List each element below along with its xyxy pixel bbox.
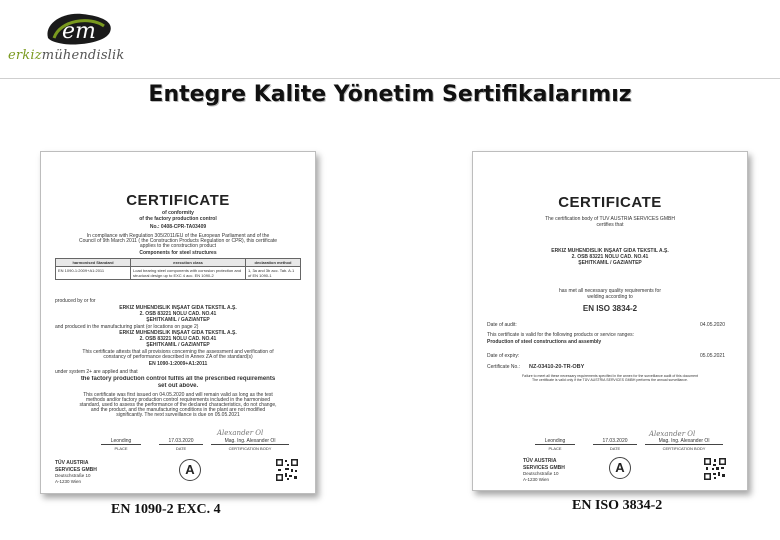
cert1-line: and produced in the manufacturing plant (or locations on page 2)	[55, 324, 199, 330]
cert1-line: Council of 9th March 2011 ( the Construction Products Regulation or CPR), this certificate	[78, 238, 278, 244]
logo-rest: mühendislik	[41, 48, 125, 63]
cert1-line: applies to the construction product	[139, 243, 217, 249]
cert2-heading: CERTIFICATE	[558, 194, 662, 211]
cert1-statement: set out above.	[157, 383, 199, 389]
cert2-signatory	[645, 438, 723, 451]
qr-code-icon	[275, 458, 299, 482]
cert1-heading: CERTIFICATE	[126, 192, 230, 209]
cert1-product: Components for steel structures	[139, 250, 217, 256]
cert1-company: ERKIZ MÜHENDISLIK INŞAAT GIDA TEKSTIL A.Ş.	[119, 305, 237, 311]
cert1-number: No.: 0408-CPR-TA03409	[149, 224, 207, 230]
cert2-issuer	[523, 458, 565, 482]
issuer-name: TÜV AUSTRIA	[55, 460, 89, 466]
place-value: Leonding	[544, 438, 566, 444]
cert1-signature: Alexander Ol	[217, 429, 264, 437]
cert1-city: ŞEHITKAMIL / GAZIANTEP	[146, 317, 210, 323]
issuer-name: SERVICES GMBH	[55, 466, 97, 473]
cert2-address: 2. OSB 83221 NOLU CAD. NO.41	[571, 254, 649, 260]
table-cell: Load bearing steel components with corrosion protection and structural design up to EXC 4 acc. EN 1090-2	[131, 267, 246, 280]
table-row	[56, 267, 301, 280]
cert1-line: This certificate attests that all provisions concerning the assessment and verification of	[82, 349, 274, 355]
cert2-note: The certificate is valid only if the TÜV AUSTRIA SERVICES GMBH performs the annual surveillance.	[532, 378, 688, 382]
header-divider	[0, 78, 780, 79]
caption-en-1090: EN 1090-2 EXC. 4	[111, 502, 221, 517]
signatory-name: Mag. Ing. Alexander Ol	[658, 438, 710, 444]
place-label: PLACE	[535, 444, 575, 451]
certificate-en-1090[interactable]	[40, 151, 316, 494]
cert1-line: and the product, and the manufacturing conditions in the plant are not modified	[90, 407, 266, 413]
cert2-audit-date: 04.05.2020	[699, 322, 725, 328]
table-cell: 1, 3a and 3b acc. Tab. A.1 of EN 1090-1	[246, 267, 301, 280]
cert2-date	[593, 438, 637, 451]
cert1-line: significantly. The next surveillance is due on 05.05.2021	[116, 412, 240, 418]
caption-en-iso-3834: EN ISO 3834-2	[572, 498, 663, 513]
cert1-standards-table	[55, 258, 301, 280]
cert1-line: constancy of performance described in Annex ZA of the standard(s)	[103, 354, 253, 360]
cert2-company: ERKIZ MÜHENDISLIK INŞAAT GIDA TEKSTIL A.Ş.	[551, 248, 669, 254]
cert1-line: of conformity	[162, 210, 194, 216]
cert2-valid-text: This certificate is valid for the following products or service ranges:	[487, 332, 635, 338]
table-header: declaration method	[246, 259, 301, 267]
cert2-line: The certification body of TÜV AUSTRIA SERVICES GMBH	[545, 216, 675, 222]
cert1-signatory	[211, 438, 289, 451]
accreditation-logo-icon: A	[609, 457, 631, 479]
place-label: PLACE	[101, 444, 141, 451]
cert2-line: welding according to	[587, 294, 633, 300]
cert1-city: ŞEHITKAMIL / GAZIANTEP	[146, 342, 210, 348]
cert1-line: under system 2+ are applied and that	[55, 369, 138, 375]
issuer-address: Deutschstraße 10	[55, 473, 91, 478]
table-cell: EN 1090-1:2009+A1:2011	[56, 267, 131, 280]
cert2-number-label: Certificate No.:	[487, 364, 521, 370]
logo-brand: erkiz	[8, 48, 42, 63]
cert2-note: Failure to meet all these necessary requirements specified in the annex for the surveillance audit of this document	[521, 374, 699, 378]
cert1-address: 2. OSB 83221 NOLU CAD. NO.41	[139, 311, 217, 317]
cert1-line: In compliance with Regulation 305/2011/EU of the European Parliament and of the	[86, 233, 270, 239]
cert1-date	[159, 438, 203, 451]
cert2-line: has met all necessary quality requirements for	[559, 288, 661, 294]
qr-code-icon	[703, 457, 727, 481]
cert1-issuer	[55, 460, 97, 484]
cert1-line: standard, used to assess the performance of the declared characteristics, do not change,	[79, 402, 277, 408]
accreditation-logo-icon: A	[179, 459, 201, 481]
date-value: 17.03.2020	[602, 438, 628, 444]
table-header: execution class	[131, 259, 246, 267]
place-value: Leonding	[110, 438, 132, 444]
cert2-number: NZ-03410-20-TR-OBY	[529, 364, 585, 370]
signatory-label: CERTIFICATION BODY	[645, 444, 723, 451]
certificate-en-iso-3834[interactable]	[472, 151, 748, 491]
cert2-line: certifies that	[596, 222, 624, 228]
issuer-address: A-1230 Wien	[55, 478, 82, 484]
cert1-company: ERKIZ MÜHENDISLIK INŞAAT GIDA TEKSTIL A.Ş.	[119, 330, 237, 336]
cert2-city: ŞEHITKAMIL / GAZIANTEP	[578, 260, 642, 266]
cert1-place	[101, 438, 141, 451]
signatory-label: CERTIFICATION BODY	[211, 444, 289, 451]
date-label: DATE	[593, 444, 637, 451]
page-title: Entegre Kalite Yönetim Sertifikalarımız	[148, 82, 632, 107]
cert1-address: 2. OSB 83221 NOLU CAD. NO.41	[139, 336, 217, 342]
cert1-line: methods and/or factory production control requirements included in the harmonised	[86, 397, 270, 403]
logo-mark-text: em	[62, 19, 96, 44]
cert1-line: produced by or for	[55, 298, 96, 304]
cert2-expiry-date: 05.05.2021	[699, 353, 725, 359]
cert2-audit-label: Date of audit:	[487, 322, 517, 328]
issuer-name: TÜV AUSTRIA	[523, 458, 557, 464]
company-logo	[6, 6, 156, 70]
logo-wordmark	[8, 48, 124, 63]
date-value: 17.03.2020	[168, 438, 194, 444]
cert2-signature: Alexander Ol	[649, 430, 696, 438]
cert1-statement: the factory production control fulfils all the prescribed requirements	[80, 376, 276, 382]
issuer-address: A-1230 Wien	[523, 476, 550, 482]
cert1-line: of the factory production control	[139, 216, 217, 222]
cert2-standard: EN ISO 3834-2	[582, 304, 638, 313]
cert2-products: Production of steel constructions and assembly	[487, 339, 602, 345]
issuer-name: SERVICES GMBH	[523, 464, 565, 471]
cert2-expiry-label: Date of expiry:	[487, 353, 520, 359]
signatory-name: Mag. Ing. Alexander Ol	[224, 438, 276, 444]
cert1-line: This certificate was first issued on 04.05.2020 and will remain valid as long as the test	[83, 392, 273, 398]
issuer-address: Deutschstraße 10	[523, 471, 559, 476]
cert1-standard: EN 1090-1:2009+A1:2011	[148, 361, 208, 367]
table-header: harmonised Standard	[56, 259, 131, 267]
date-label: DATE	[159, 444, 203, 451]
cert2-place	[535, 438, 575, 451]
logo-mark-icon	[40, 8, 116, 48]
